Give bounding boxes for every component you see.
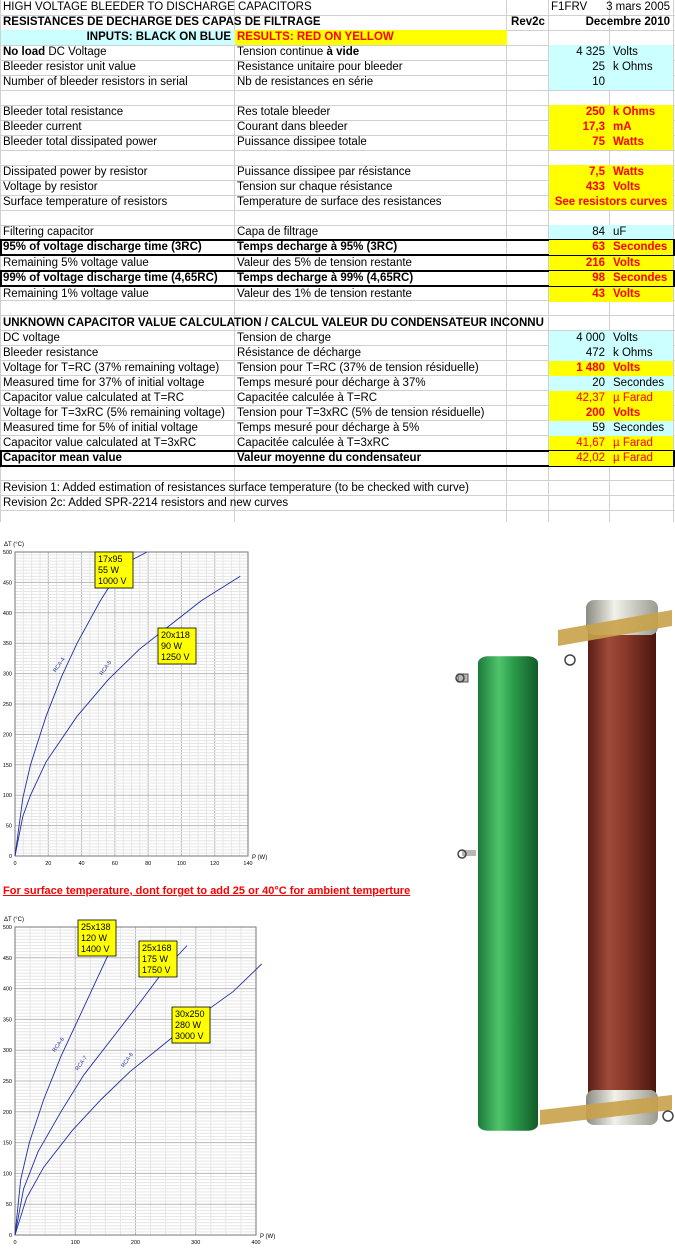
y-tick-label: 250 bbox=[2, 702, 12, 708]
grid-line bbox=[0, 210, 675, 211]
label-fr: Resistance unitaire pour bleeder bbox=[237, 61, 403, 73]
label-en: DC voltage bbox=[3, 332, 60, 344]
x-tick-label: 20 bbox=[45, 861, 52, 867]
label-en: 95% of voltage discharge time (3RC) bbox=[3, 241, 202, 253]
unit: µ Farad bbox=[609, 451, 673, 466]
table-row bbox=[0, 225, 675, 240]
y-tick-label: 450 bbox=[2, 580, 12, 587]
input-value[interactable]: 4 000 bbox=[549, 331, 609, 346]
y-tick-label: 0 bbox=[8, 1233, 12, 1239]
x-axis-label: P (W) bbox=[252, 855, 268, 861]
series-label: RCA-6 bbox=[51, 1036, 67, 1054]
table-row bbox=[0, 346, 675, 361]
y-tick-label: 350 bbox=[2, 641, 12, 648]
table-row bbox=[0, 270, 675, 287]
callout-text: 55 W bbox=[98, 565, 120, 575]
table-row bbox=[0, 450, 675, 467]
table-row bbox=[0, 436, 675, 451]
unit: k Ohms bbox=[609, 60, 673, 75]
label-fr: Capacitée calculée à T=3xRC bbox=[237, 437, 390, 449]
unit: uF bbox=[609, 225, 673, 240]
red-resistor bbox=[540, 600, 673, 1125]
input-value[interactable]: 20 bbox=[549, 376, 609, 391]
callout-text: 1000 V bbox=[98, 576, 127, 586]
temperature-chart-2 bbox=[0, 908, 278, 1253]
table-row bbox=[0, 165, 675, 180]
table-row bbox=[0, 376, 675, 391]
unit: Secondes bbox=[609, 240, 673, 255]
y-tick-label: 450 bbox=[2, 955, 12, 962]
sheet-title-fr: RESISTANCES DE DECHARGE DES CAPAS DE FILTRAGE bbox=[3, 16, 321, 28]
input-value[interactable]: 59 bbox=[549, 421, 609, 436]
y-tick-label: 300 bbox=[2, 671, 12, 678]
unit: k Ohms bbox=[609, 346, 673, 361]
label-fr: Res totale bleeder bbox=[237, 106, 331, 118]
label-fr: Tension sur chaque résistance bbox=[237, 181, 393, 193]
callout-text: 1400 V bbox=[81, 944, 110, 954]
table-row bbox=[0, 239, 675, 256]
sheet-title: HIGH VOLTAGE BLEEDER TO DISCHARGE CAPACITORS bbox=[3, 1, 312, 13]
label-fr-rest: Tension continue bbox=[237, 46, 327, 58]
label-en: Voltage for T=3xRC (5% remaining voltage) bbox=[3, 407, 225, 419]
legend-row bbox=[0, 30, 675, 45]
label-en-bold: No load bbox=[3, 46, 46, 58]
unit: Secondes bbox=[609, 376, 673, 391]
x-tick-label: 0 bbox=[13, 861, 17, 867]
label-fr: Valeur moyenne du condensateur bbox=[237, 452, 422, 464]
table-row bbox=[0, 331, 675, 346]
result-value: 200 bbox=[549, 406, 609, 421]
label-en: Voltage for T=RC (37% remaining voltage) bbox=[3, 362, 220, 374]
callout-text: 90 W bbox=[161, 641, 183, 651]
label-en-rest: DC Voltage bbox=[45, 46, 107, 58]
table-row bbox=[0, 75, 675, 90]
callout-text: 3000 V bbox=[175, 1031, 204, 1041]
table-row bbox=[0, 287, 675, 302]
y-tick-label: 100 bbox=[2, 1171, 12, 1178]
x-tick-label: 140 bbox=[243, 861, 253, 867]
input-value[interactable]: 10 bbox=[549, 75, 609, 90]
unit: Watts bbox=[609, 135, 673, 150]
resistors-photo bbox=[440, 590, 675, 1145]
result-value: 250 bbox=[549, 105, 609, 120]
y-tick-label: 0 bbox=[8, 854, 12, 860]
table-row bbox=[0, 361, 675, 376]
result-value: 43 bbox=[549, 287, 609, 302]
y-axis-label: ΔT (°C) bbox=[4, 542, 24, 548]
unit: µ Farad bbox=[609, 436, 673, 451]
unit: Volts bbox=[609, 256, 673, 271]
section-title-row bbox=[0, 316, 675, 331]
table-row bbox=[0, 391, 675, 406]
label-fr: Temps mesuré pour décharge à 37% bbox=[237, 377, 426, 389]
label-en: Capacitor mean value bbox=[3, 452, 122, 464]
unit: Volts bbox=[609, 361, 673, 376]
label-en: Dissipated power by resistor bbox=[3, 166, 148, 178]
label-fr: Capa de filtrage bbox=[237, 226, 319, 238]
callout-text: 1750 V bbox=[142, 965, 171, 975]
callout-text: 17x95 bbox=[98, 554, 123, 564]
section-title: UNKNOWN CAPACITOR VALUE CALCULATION / CALCUL VALEUR DU CONDENSATEUR INCONNU bbox=[3, 317, 544, 329]
label-fr: Temperature de surface des resistances bbox=[237, 196, 442, 208]
label-fr: Tension pour T=RC (37% de tension résiduelle) bbox=[237, 362, 479, 374]
unit: Volts bbox=[609, 180, 673, 195]
label-fr: Tension pour T=3xRC (5% de tension résiduelle) bbox=[237, 407, 485, 419]
label-fr: Capacitée calculée à T=RC bbox=[237, 392, 378, 404]
y-tick-label: 150 bbox=[2, 762, 12, 769]
revision: Rev2c bbox=[511, 16, 545, 28]
label-fr: Valeur des 5% de tension restante bbox=[237, 257, 412, 269]
result-value: 63 bbox=[549, 240, 609, 255]
grid-line bbox=[0, 495, 675, 496]
x-axis-label: P (W) bbox=[260, 1234, 276, 1240]
y-tick-label: 200 bbox=[2, 1109, 12, 1116]
result-value: 433 bbox=[549, 180, 609, 195]
input-value[interactable]: 472 bbox=[549, 346, 609, 361]
label-en: Bleeder current bbox=[3, 121, 82, 133]
series-label: RCA-4 bbox=[52, 656, 67, 674]
label-fr: Puissance dissipee totale bbox=[237, 136, 367, 148]
unit: Secondes bbox=[609, 421, 673, 436]
label-en: Number of bleeder resistors in serial bbox=[3, 76, 188, 88]
unit: Volts bbox=[609, 406, 673, 421]
table-row bbox=[0, 195, 675, 210]
label-en: Measured time for 37% of initial voltage bbox=[3, 377, 205, 389]
y-tick-label: 500 bbox=[2, 925, 12, 931]
callout-text: 20x118 bbox=[161, 630, 190, 640]
callout-text: 280 W bbox=[175, 1020, 202, 1030]
label-en: Surface temperature of resistors bbox=[3, 196, 168, 208]
grid-line bbox=[0, 90, 675, 91]
table-row bbox=[0, 135, 675, 150]
x-tick-label: 400 bbox=[251, 1240, 261, 1246]
label-fr-bold: à vide bbox=[326, 46, 360, 58]
x-tick-label: 200 bbox=[130, 1240, 141, 1246]
results-legend: RESULTS: RED ON YELLOW bbox=[235, 30, 507, 45]
table-row bbox=[0, 120, 675, 135]
table-row bbox=[0, 421, 675, 436]
table-row bbox=[0, 180, 675, 195]
label-fr: Temps decharge à 95% (3RC) bbox=[237, 241, 398, 253]
header-row-1 bbox=[0, 0, 675, 15]
callout-text: 175 W bbox=[142, 954, 169, 964]
table-row bbox=[0, 256, 675, 271]
input-value[interactable]: 84 bbox=[549, 225, 609, 240]
label-en: Bleeder total resistance bbox=[3, 106, 124, 118]
label-en: Capacitor value calculated at T=RC bbox=[3, 392, 185, 404]
result-value: 42,37 bbox=[549, 391, 609, 406]
callout-text: 30x250 bbox=[175, 1009, 205, 1019]
x-tick-label: 120 bbox=[210, 861, 220, 867]
unit: Volts bbox=[609, 331, 673, 346]
x-tick-label: 0 bbox=[13, 1240, 17, 1246]
result-value: 41,67 bbox=[549, 436, 609, 451]
callout-text: 25x168 bbox=[142, 943, 172, 953]
y-tick-label: 200 bbox=[2, 732, 12, 739]
label-en: Filtering capacitor bbox=[3, 226, 94, 238]
y-tick-label: 100 bbox=[2, 793, 12, 800]
label-fr: Puissance dissipee par résistance bbox=[237, 166, 411, 178]
result-value: 75 bbox=[549, 135, 609, 150]
label-en bbox=[1, 45, 235, 60]
y-tick-label: 50 bbox=[5, 823, 12, 830]
grid-line bbox=[0, 150, 675, 151]
series-label: RCA-7 bbox=[74, 1055, 89, 1072]
unit: Watts bbox=[609, 165, 673, 180]
unit: Secondes bbox=[609, 271, 673, 286]
header-row-2 bbox=[0, 15, 675, 30]
y-tick-label: 350 bbox=[2, 1017, 12, 1024]
y-tick-label: 400 bbox=[2, 610, 12, 617]
y-tick-label: 50 bbox=[5, 1202, 12, 1209]
x-tick-label: 300 bbox=[191, 1240, 201, 1246]
label-fr: Temps decharge à 99% (4,65RC) bbox=[237, 272, 414, 284]
label-en: Bleeder resistor unit value bbox=[3, 61, 136, 73]
revision-note: Revision 2c: Added SPR-2214 resistors and new curves bbox=[3, 497, 289, 509]
result-value: See resistors curves bbox=[549, 195, 673, 210]
label-fr: Temps mesuré pour décharge à 5% bbox=[237, 422, 420, 434]
series-label: RCA-5 bbox=[98, 659, 114, 677]
table-row bbox=[0, 105, 675, 120]
result-value: 98 bbox=[549, 271, 609, 286]
result-value: 7,5 bbox=[549, 165, 609, 180]
x-tick-label: 100 bbox=[176, 861, 187, 867]
grid-line bbox=[0, 480, 675, 481]
inputs-legend: INPUTS: BLACK ON BLUE bbox=[1, 30, 235, 45]
input-value[interactable]: 4 325 bbox=[549, 45, 609, 60]
y-tick-label: 300 bbox=[2, 1048, 12, 1055]
series-label: RCA-8 bbox=[120, 1051, 135, 1069]
unit: Volts bbox=[609, 287, 673, 302]
revision-note: Revision 1: Added estimation of resistances surface temperature (to be checked with curve) bbox=[3, 482, 469, 494]
date: 3 mars 2005 bbox=[606, 1, 670, 13]
result-value: 42,02 bbox=[549, 451, 609, 466]
y-tick-label: 400 bbox=[2, 986, 12, 993]
result-value: 17,3 bbox=[549, 120, 609, 135]
green-resistor bbox=[456, 656, 538, 1145]
unit: mA bbox=[609, 120, 673, 135]
y-axis-label: ΔT (°C) bbox=[4, 917, 24, 923]
label-en: Bleeder total dissipated power bbox=[3, 136, 158, 148]
label-fr bbox=[235, 45, 507, 60]
label-fr: Nb de resistances en série bbox=[237, 76, 374, 88]
grid-line bbox=[0, 510, 675, 511]
ambient-warning: For surface temperature, dont forget to add 25 or 40°C for ambient temperture bbox=[3, 885, 411, 897]
label-en: Remaining 5% voltage value bbox=[3, 257, 149, 269]
label-en: Capacitor value calculated at T=3xRC bbox=[3, 437, 197, 449]
y-tick-label: 150 bbox=[2, 1140, 12, 1147]
table-row bbox=[0, 45, 675, 60]
label-fr: Résistance de décharge bbox=[237, 347, 362, 359]
result-value: 1 480 bbox=[549, 361, 609, 376]
label-fr: Tension de charge bbox=[237, 332, 331, 344]
label-en: 99% of voltage discharge time (4,65RC) bbox=[3, 272, 218, 284]
unit: µ Farad bbox=[609, 391, 673, 406]
label-fr: Valeur des 1% de tension restante bbox=[237, 288, 412, 300]
y-tick-label: 500 bbox=[2, 550, 12, 556]
x-tick-label: 60 bbox=[111, 861, 118, 867]
unit: Volts bbox=[609, 45, 673, 60]
revision-date: Decembre 2010 bbox=[585, 16, 670, 28]
unit: k Ohms bbox=[609, 105, 673, 120]
callout-text: 1250 V bbox=[161, 652, 190, 662]
label-en: Remaining 1% voltage value bbox=[3, 288, 149, 300]
x-tick-label: 100 bbox=[70, 1240, 80, 1246]
x-tick-label: 40 bbox=[78, 861, 85, 867]
temperature-chart-1 bbox=[0, 535, 268, 870]
label-en: Voltage by resistor bbox=[3, 181, 98, 193]
input-value[interactable]: 25 bbox=[549, 60, 609, 75]
callout-text: 120 W bbox=[81, 933, 108, 943]
author: F1FRV bbox=[551, 1, 588, 13]
label-en: Bleeder resistance bbox=[3, 347, 99, 359]
table-row bbox=[0, 406, 675, 421]
table-row bbox=[0, 60, 675, 75]
y-tick-label: 250 bbox=[2, 1079, 12, 1085]
callout-text: 25x138 bbox=[81, 922, 111, 932]
result-value: 216 bbox=[549, 256, 609, 271]
label-fr: Courant dans bleeder bbox=[237, 121, 348, 133]
x-tick-label: 80 bbox=[145, 861, 152, 867]
unit bbox=[609, 75, 673, 90]
label-en: Measured time for 5% of initial voltage bbox=[3, 422, 198, 434]
